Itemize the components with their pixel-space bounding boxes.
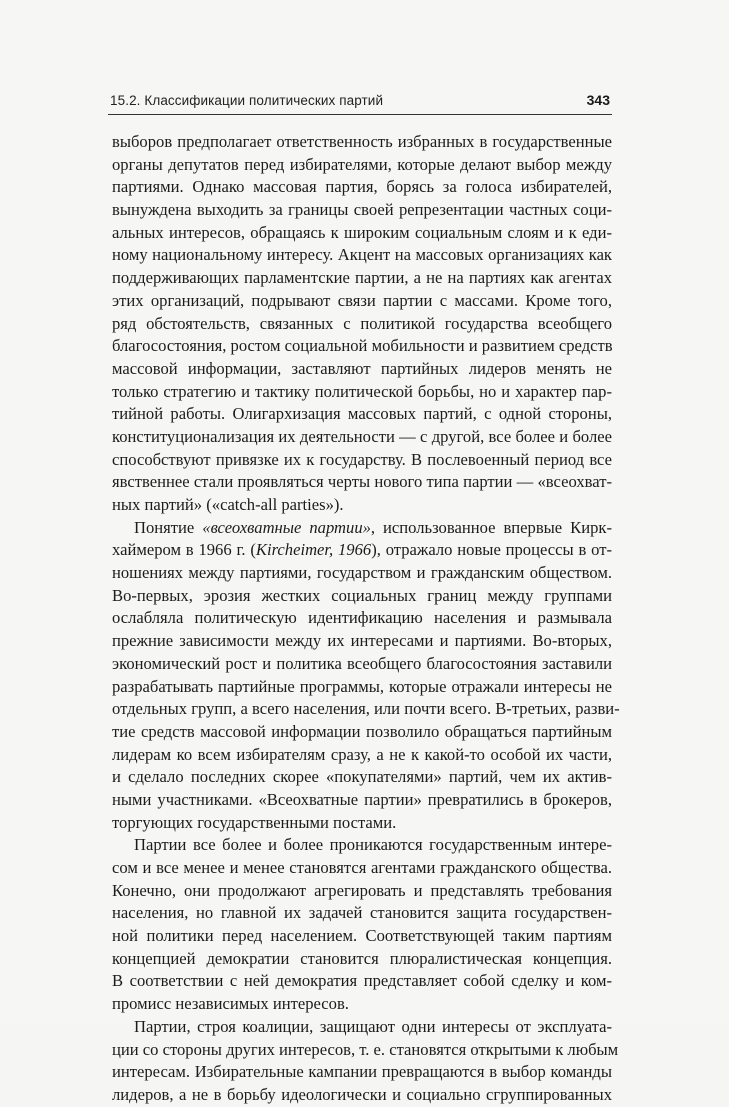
text-line: интересам. Избирательные кампании превращаются в выбор команды — [112, 1062, 612, 1082]
text-line — [112, 517, 612, 540]
text-line: ции со стороны других интересов, т. е. становятся открытыми к любым — [112, 1039, 619, 1059]
text-line: ной политики перед населением. Соответствующей таким партиям — [112, 926, 612, 946]
text-line: ряд обстоятельств, связанных с политикой государства всеобщего — [112, 313, 612, 333]
citation-emphasis: Kircheimer, 1966 — [255, 540, 372, 560]
text-line: органы депутатов перед избирателями, которые делают выбор между — [112, 154, 612, 174]
text-line: только стратегию и тактику политической борьбы, но и характер пар- — [112, 381, 612, 401]
text-line: поддерживающих парламентские партии, а не на партиях как агентах — [112, 268, 612, 288]
text-line: сом и все менее и менее становятся агентами гражданского общества. — [112, 858, 612, 877]
text-line: прежние зависимости между их интересами и партиями. Во-вторых, — [112, 631, 612, 651]
page-number: 343 — [586, 92, 610, 108]
text-line: населения, но главной их задачей становится защита государствен- — [112, 903, 612, 923]
section-title: 15.2. Классификации политических партий — [110, 93, 384, 108]
text-line: благосостояния, ростом социальной мобильности и развитием средств — [112, 336, 613, 356]
text-line: конституционализация их деятельности — с другой, все более и более — [112, 426, 612, 446]
body-text — [112, 131, 620, 1107]
text-line: торгующих государственными постами. — [112, 812, 397, 832]
text-run: Понятие — [134, 517, 203, 537]
text-line: В соответствии с ней демократия представляет собой сделку и ком- — [112, 971, 612, 991]
text-line: альных интересов, обращаясь к широким социальным слоям и к еди- — [112, 222, 612, 242]
text-line: Партии все более и более проникаются государственным интере- — [134, 835, 612, 855]
text-run: хаймером в 1966 г. ( — [112, 540, 256, 560]
text-line: партиями. Однако массовая партия, борясь за голоса избирателей, — [112, 177, 612, 197]
text-line: Партии, строя коалиции, защищают одни интересы от эксплуата- — [134, 1016, 612, 1036]
text-line: явственнее стали проявляться черты нового типа партии — «всеохват- — [112, 472, 612, 492]
term-emphasis: «всеохватные партии» — [202, 517, 371, 537]
text-line: тийной работы. Олигархизация массовых партий, с одной стороны, — [112, 404, 612, 424]
text-line: этих организаций, подрывают связи партии с массами. Кроме того, — [112, 290, 612, 310]
text-line: ношениях между партиями, государством и гражданским обществом. — [112, 563, 612, 583]
text-line: ных партий» («catch-all parties»). — [112, 495, 344, 514]
text-line: концепцией демократии становится плюралистическая концепция. — [112, 948, 612, 968]
text-line: способствуют привязке их к государству. В послевоенный период все — [112, 449, 612, 469]
paragraph-4 — [112, 1016, 619, 1107]
text-line: промисс независимых интересов. — [112, 994, 349, 1014]
text-line: отдельных групп, а всего населения, или почти всего. В-третьих, разви- — [112, 699, 620, 719]
paragraph-3 — [112, 834, 612, 1016]
paragraph-1 — [112, 131, 612, 517]
text-run: , использованное впервые Кирк- — [370, 517, 612, 537]
text-line: Конечно, они продолжают агрегировать и представлять требования — [112, 880, 612, 900]
text-line: тие средств массовой информации позволило обращаться партийным — [112, 721, 612, 741]
paragraph-2 — [112, 517, 620, 835]
text-line: лидерам ко всем избирателям сразу, а не к какой-то особой их части, — [112, 744, 612, 764]
text-line: экономический рост и политика всеобщего благосостояния заставили — [112, 653, 612, 673]
text-line: и сделало последних скорее «покупателями» партий, чем их актив- — [112, 767, 612, 787]
running-header — [108, 90, 612, 115]
text-line — [112, 539, 612, 562]
text-line: разрабатывать партийные программы, которые отражали интересы не — [112, 676, 612, 696]
text-line: ными участниками. «Всеохватные партии» превратились в брокеров, — [112, 789, 612, 809]
text-run: ), отражало новые процессы в от- — [371, 540, 612, 560]
text-line: массовой информации, заставляют партийных лидеров менять не — [112, 358, 612, 378]
text-line: вынуждена выходить за границы своей репрезентации частных соци- — [112, 200, 612, 220]
text-line: Во-первых, эрозия жестких социальных границ между группами — [112, 585, 612, 605]
text-line: ослабляла политическую идентификацию населения и размывала — [112, 608, 612, 628]
text-line: лидеров, а не в борьбу идеологически и социально сгруппированных — [112, 1084, 612, 1104]
text-line: выборов предполагает ответственность избранных в государственные — [112, 132, 612, 151]
text-line: ному национальному интересу. Акцент на массовых организациях как — [112, 245, 612, 265]
